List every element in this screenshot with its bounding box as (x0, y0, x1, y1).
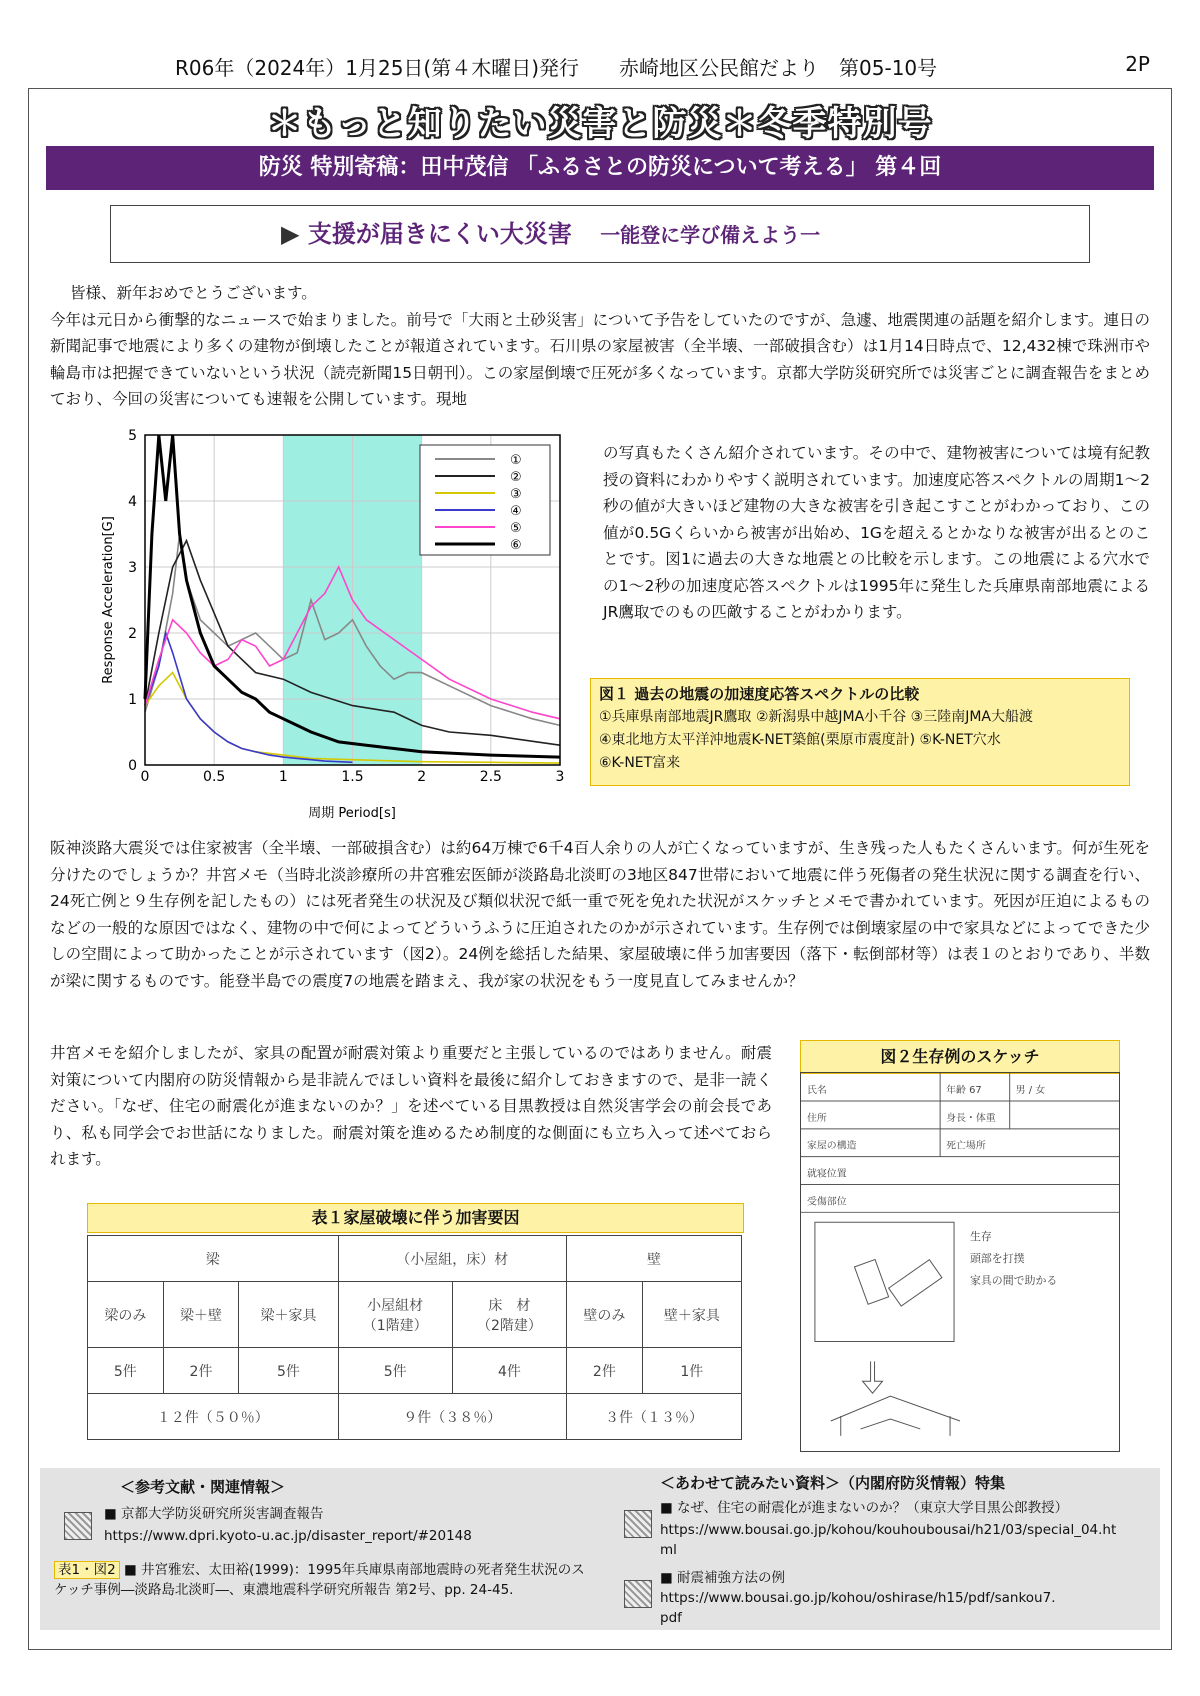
table-count: 2件 (163, 1348, 239, 1394)
figure1-caption (590, 678, 1130, 786)
intro-body: 今年は元日から衝撃的なニュースで始まりました。前号で「大雨と土砂災害」について予告をしていたのですが、急遽、地震関連の話題を紹介します。連日の新聞記事で地震により多くの建物が倒壊したことが報道されています。石川県の家屋被害（全半壊、一部破損含む）は1月14日時点で、12,432棟で珠洲市や輪島市は把握できていないという状況（読売新聞15日朝刊）。この家屋倒壊で圧死が多くなっています。京都大学防災研究所では災害ごとに調査報告をまとめており、今回の災害についても速報を公開しています。現地 (50, 310, 1150, 408)
subtitle-sub: 一能登に学び備えよう一 (600, 223, 821, 247)
legend-label: ③ (510, 487, 522, 502)
reading-url[interactable]: https://www.bousai.go.jp/kohou/kouhoubousai/h21/03/special_04.html (660, 1522, 1117, 1558)
table-subheader: 梁＋壁 (163, 1282, 239, 1348)
table-group-header: 梁 (88, 1236, 339, 1282)
y-tick-label: 0 (128, 758, 137, 774)
x-tick-label: 1.5 (341, 769, 364, 785)
paragraph-right: の写真もたくさん紹介されています。その中で、建物被害については境有紀教授の資料にわかりやすく説明されています。加速度応答スペクトルの周期1～2秒の値が大きいほど建物の大きな被害を引き起こすことがわかっており、この値が0.5Gくらいから被害が出始め、1Gを超えるとかなりな被害が出るとのことです。図1に過去の大きな地震との比較を示します。この地震による穴水での1～2秒の加速度応答スペクトルは1995年に発生した兵庫県南部地震によるJR鷹取でのもの匹敵することがわかります。 (603, 444, 1150, 621)
hazard-factor-table (87, 1235, 742, 1440)
sketch-field: 年齢 67 (946, 1085, 982, 1097)
x-tick-label: 0.5 (203, 769, 226, 785)
table-count: 4件 (452, 1348, 566, 1394)
sketch-note: 家具の間で助かる (969, 1273, 1058, 1287)
reference-item (54, 1560, 594, 1600)
qr-code-icon[interactable] (64, 1512, 92, 1540)
sketch-note: 頭部を打撲 (969, 1252, 1025, 1265)
survivor-sketch (800, 1072, 1120, 1452)
paragraph-intro (50, 280, 1150, 413)
x-tick-label: 0 (140, 769, 150, 785)
sketch-field: 住所 (806, 1112, 827, 1124)
main-title: ＊もっと知りたい災害と防災＊冬季特別号 (267, 104, 933, 144)
legend-label: ② (510, 470, 522, 485)
article-banner: 防災 特別寄稿：田中茂信 「ふるさとの防災について考える」 第４回 (46, 146, 1154, 190)
reference-badge: 表1・図2 (54, 1561, 120, 1579)
sketch-field: 就寝位置 (806, 1168, 847, 1180)
page-header (40, 52, 1160, 82)
table-count: 5件 (338, 1348, 452, 1394)
table-count: 5件 (239, 1348, 338, 1394)
sketch-note: 生存 (969, 1230, 992, 1244)
qr-code-icon[interactable] (624, 1510, 652, 1538)
x-tick-label: 2 (417, 769, 427, 785)
reading-url[interactable]: https://www.bousai.go.jp/kohou/oshirase/h15/pdf/sankou7.pdf (660, 1590, 1056, 1626)
greeting: 皆様、新年おめでとうございます。 (70, 284, 317, 302)
x-axis-label: 周期 Period[s] (308, 806, 396, 821)
y-tick-label: 2 (128, 626, 137, 642)
table-count: 1件 (642, 1348, 741, 1394)
reference-title: ■ 京都大学防災研究所災害調査報告 (104, 1506, 324, 1522)
paragraph-hanshin: 阪神淡路大震災では住家被害（全半壊、一部破損含む）は約64万棟で6千4百人余りの人が亡くなっていますが、生き残った人もたくさんいます。何が生死を分けたのでしょうか？井宮メモ（当時北淡診療所の井宮雅宏医師が淡路島北淡町の3地区847世帯において地震に伴う死傷者の発生状況に関する調査を行い、24死亡例と９生存例を記したもの）には死者発生の状況及び類似状況で紙一重で死を免れた状況がスケッチとメモで書かれています。死因が圧迫によるものなどの一般的な原因ではなく、建物の中で何によってどういうふうに圧迫されたのかが示されています。生存例では倒壊家屋の中で家具などによってできた少しの空間によって助かったことが示されています（図2）。24例を総括した結果、家屋破壊に伴う加害要因（落下・転倒部材等）は表１のとおりであり、半数が梁に関するものです。能登半島での震度7の地震を踏まえ、我が家の状況をもう一度見直してみませんか？ (50, 839, 1150, 990)
sketch-field: 家屋の構造 (806, 1140, 857, 1152)
sketch-field: 氏名 (806, 1085, 827, 1097)
table-subheader: 床 材 （2階建） (452, 1282, 566, 1348)
y-axis-label: Response Acceleration[G] (101, 516, 116, 684)
legend-label: ④ (510, 504, 522, 519)
legend-label: ① (510, 453, 522, 468)
table-subheader: 梁＋家具 (239, 1282, 338, 1348)
y-tick-label: 1 (128, 692, 137, 708)
references-panel (40, 1468, 1160, 1630)
table-group-header: 壁 (567, 1236, 742, 1282)
table-subheader: 壁のみ (567, 1282, 643, 1348)
table-group-header: （小屋組，床）材 (338, 1236, 566, 1282)
table-total: １２件（５０％） (88, 1394, 339, 1440)
subtitle-main: 支援が届きにくい大災害 (307, 220, 572, 248)
chart-legend (420, 445, 550, 555)
sketch-field: 死亡場所 (946, 1140, 986, 1152)
x-tick-label: 1 (278, 769, 288, 785)
figure2-title: 図２生存例のスケッチ (800, 1040, 1120, 1074)
figure1-title: 図１ 過去の地震の加速度応答スペクトルの比較 (599, 685, 920, 703)
y-tick-label: 4 (128, 494, 137, 510)
table1-title: 表１家屋破壊に伴う加害要因 (87, 1203, 744, 1233)
table-subheader: 壁＋家具 (642, 1282, 741, 1348)
publication-info: R06年（2024年）1月25日(第４木曜日)発行 赤崎地区公民館だより 第05-10号 (175, 56, 938, 80)
legend-label: ⑤ (510, 521, 522, 536)
legend-label: ⑥ (510, 538, 522, 553)
table-total: ９件（３８％） (338, 1394, 566, 1440)
figure1-caption-line: ⑥K-NET富来 (599, 755, 681, 771)
figure1-caption-line: ④東北地方太平洋沖地震K-NET築館(栗原市震度計) ⑤K-NET穴水 (599, 732, 1001, 748)
y-tick-label: 3 (128, 560, 137, 576)
table-total: ３件（１３％） (567, 1394, 742, 1440)
references-heading: ＜参考文献・関連情報＞ (120, 1478, 286, 1496)
table-subheader: 小屋組材 （1階建） (338, 1282, 452, 1348)
triangle-arrow-icon: ▶ (281, 220, 300, 248)
x-tick-label: 2.5 (479, 769, 502, 785)
page-number: 2P (1125, 52, 1150, 76)
paragraph-imiya-memo: 井宮メモを紹介しましたが、家具の配置が耐震対策より重要だと主張しているのではありません。耐震対策について内閣府の防災情報から是非読んでほしい資料を最後に紹介しておきますので、是非一読ください。「なぜ、住宅の耐震化が進まないのか？」を述べている目黒教授は自然災害学会の前会長であり、私も同学会でお世話になりました。耐震対策を進めるため制度的な側面にも立ち入って述べておられます。 (50, 1044, 772, 1168)
figure1-caption-line: ①兵庫県南部地震JR鷹取 ②新潟県中越JMA小千谷 ③三陸南JMA大船渡 (599, 709, 1033, 725)
response-spectrum-chart (90, 425, 590, 825)
table-count: 5件 (88, 1348, 164, 1394)
y-tick-label: 5 (128, 428, 137, 444)
further-reading-heading: ＜あわせて読みたい資料＞（内閣府防災情報）特集 (660, 1474, 1006, 1492)
legend-box (420, 445, 550, 555)
reading-title: ■ なぜ、住宅の耐震化が進まないのか？（東京大学目黒公郎教授） (660, 1500, 1069, 1516)
table-subheader: 梁のみ (88, 1282, 164, 1348)
sketch-field: 受傷部位 (806, 1196, 847, 1208)
reference-title: ■ 井宮雅宏、太田裕(1999)：1995年兵庫県南部地震時の死者発生状況のスケッチ事例―淡路島北淡町―、東濃地震科学研究所報告 第2号、pp. 24-45. (54, 1562, 585, 1598)
x-tick-label: 3 (555, 769, 565, 785)
reference-url[interactable]: https://www.dpri.kyoto-u.ac.jp/disaster_report/#20148 (104, 1528, 472, 1544)
sketch-field: 身長・体重 (946, 1112, 996, 1124)
sketch-field: 男 / 女 (1015, 1085, 1046, 1097)
subtitle-box (110, 205, 1090, 263)
qr-code-icon[interactable] (624, 1580, 652, 1608)
table-count: 2件 (567, 1348, 643, 1394)
reading-title: ■ 耐震補強方法の例 (660, 1570, 786, 1586)
